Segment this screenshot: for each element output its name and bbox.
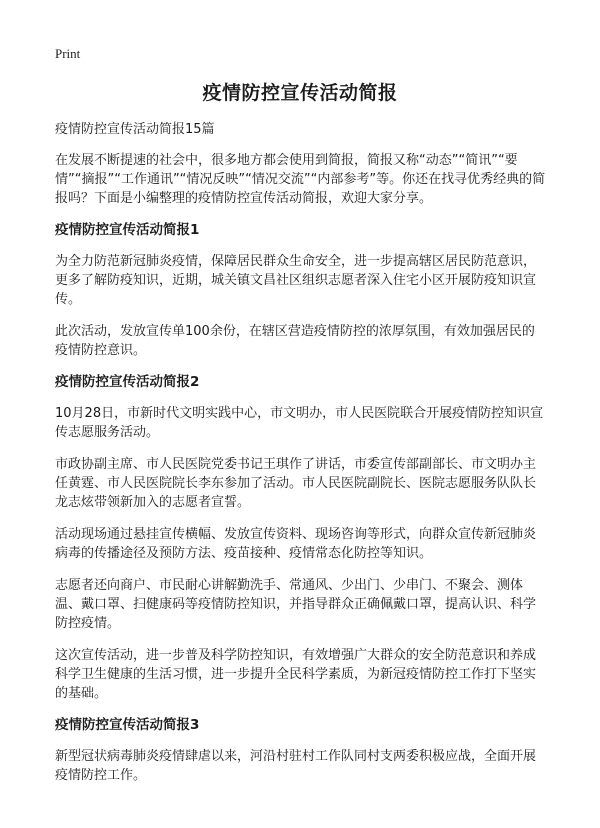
section-3-paragraph: 新型冠状病毒肺炎疫情肆虐以来，河沿村驻村工作队同村支两委积极应战，全面开展疫情防控工作。 (55, 749, 537, 783)
section-heading-2: 疫情防控宣传活动简报2 (55, 374, 200, 390)
section-2-paragraph: 这次宣传活动，进一步普及科学防控知识，有效增强广大群众的安全防范意识和养成科学卫生健康的生活习惯，进一步提升全民科学素质，为新冠疫情防控工作打下坚实的基础。 (55, 648, 537, 701)
section-2-paragraph: 市政协副主席、市人民医院党委书记王琪作了讲话，市委宣传部副部长、市文明办主任黄霆、市人民医院院长李东参加了活动。市人民医院副院长、医院志愿服务队队长龙志炫带领新加入的志愿者宣誓。 (55, 457, 537, 510)
intro-paragraph: 在发展不断提速的社会中，很多地方都会使用到简报，简报又称“动态”“简讯”“要情”“摘报”“工作通讯”“情况反映”“情况交流”“内部参考”等。你还在找寻优秀经典的简报吗？下面是小编整理的疫情防控宣传活动简报，欢迎大家分享。 (55, 153, 546, 206)
print-link[interactable]: Print (55, 46, 81, 61)
section-heading-1: 疫情防控宣传活动简报1 (55, 222, 200, 238)
section-1-paragraph: 为全力防范新冠肺炎疫情，保障居民群众生命安全，进一步提高辖区居民防范意识，更多了解防疫知识，近期，城关镇文昌社区组织志愿者深入住宅小区开展防疫知识宣传。 (55, 254, 537, 307)
document-subtitle: 疫情防控宣传活动简报15篇 (55, 122, 215, 137)
section-2-paragraph: 10月28日，市新时代文明实践中心，市文明办，市人民医院联合开展疫情防控知识宣传志愿服务活动。 (55, 406, 544, 440)
document-body (55, 120, 547, 798)
section-heading-3: 疫情防控宣传活动简报3 (55, 717, 200, 733)
section-2-paragraph: 活动现场通过悬挂宣传横幅、发放宣传资料、现场咨询等形式，向群众宣传新冠肺炎病毒的传播途径及预防方法、疫苗接种、疫情常态化防控等知识。 (55, 527, 537, 561)
section-2-paragraph: 志愿者还向商户、市民耐心讲解勤洗手、常通风、少出门、少串门、不聚会、测体温、戴口罩、扫健康码等疫情防控知识，并指导群众正确佩戴口罩，提高认识、科学防控疫情。 (55, 578, 537, 631)
section-1-paragraph: 此次活动，发放宣传单100余份，在辖区营造疫情防控的浓厚氛围，有效加强居民的疫情防控意识。 (55, 324, 535, 358)
page-title: 疫情防控宣传活动简报 (202, 82, 398, 104)
